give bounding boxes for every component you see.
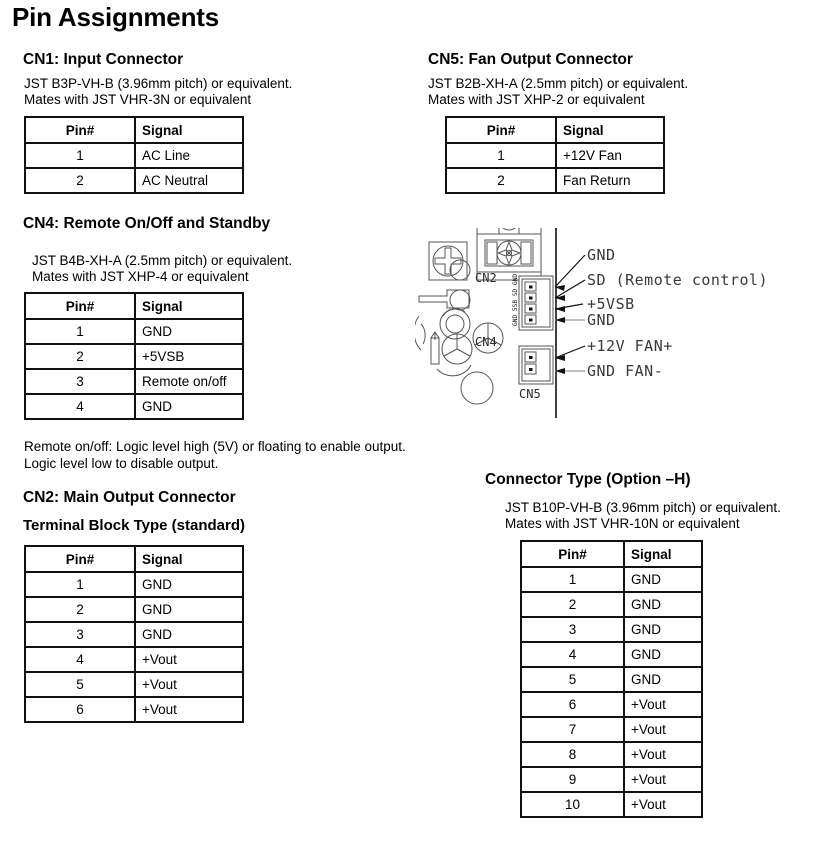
callout-label-3: +5VSB: [587, 295, 635, 313]
diagram-label-cn2: CN2: [475, 271, 497, 285]
cn1-spec-line-2: Mates with JST VHR-3N or equivalent: [24, 92, 252, 107]
cell-pin: 2: [25, 344, 135, 369]
column-header-signal: Signal: [135, 293, 243, 319]
cell-signal: Fan Return: [556, 168, 664, 193]
table-row: [521, 792, 702, 817]
table-row: [521, 592, 702, 617]
page-title: Pin Assignments: [12, 2, 219, 32]
cell-pin: 6: [25, 697, 135, 722]
cell-signal: AC Neutral: [135, 168, 243, 193]
cell-pin: 3: [521, 617, 624, 642]
cell-signal: GND: [135, 572, 243, 597]
table-row: [25, 572, 243, 597]
cell-signal: +12V Fan: [556, 143, 664, 168]
diagram-label-cn4: CN4: [475, 335, 497, 349]
cell-signal: GND: [135, 319, 243, 344]
column-header-pin: Pin#: [25, 117, 135, 143]
callout-label-4: GND: [587, 311, 616, 329]
cell-signal: GND: [624, 667, 702, 692]
connector-location-diagram: [415, 228, 832, 420]
table-row: [521, 567, 702, 592]
pin-table-cn5: [445, 116, 665, 194]
cell-pin: 8: [521, 742, 624, 767]
table-row: [25, 143, 243, 168]
cell-signal: +Vout: [624, 717, 702, 742]
callout-label-6: GND FAN-: [587, 362, 664, 380]
cn4-spec-line-1: JST B4B-XH-A (2.5mm pitch) or equivalent.: [32, 253, 293, 268]
cell-signal: Remote on/off: [135, 369, 243, 394]
cell-pin: 10: [521, 792, 624, 817]
table-row: [521, 692, 702, 717]
table-row: [25, 369, 243, 394]
cell-pin: 5: [25, 672, 135, 697]
column-header-pin: Pin#: [521, 541, 624, 567]
section-heading-cn2: CN2: Main Output Connector: [23, 489, 236, 506]
cell-signal: GND: [624, 592, 702, 617]
cell-pin: 5: [521, 667, 624, 692]
cn4-note: Remote on/off: Logic level high (5V) or floating to enable output. Logic level low to disable output.: [24, 439, 406, 471]
callout-label-1: GND: [587, 246, 616, 264]
table-header-row: [521, 541, 702, 567]
cell-pin: 2: [25, 168, 135, 193]
pin-table-option-h: [520, 540, 703, 818]
table-row: [25, 319, 243, 344]
pin-table-cn2: [24, 545, 244, 723]
callout-label-5: +12V FAN+: [587, 337, 673, 355]
cell-pin: 4: [25, 647, 135, 672]
column-header-signal: Signal: [624, 541, 702, 567]
column-header-pin: Pin#: [25, 293, 135, 319]
diagram-label-cn5: CN5: [519, 387, 541, 401]
cell-pin: 2: [25, 597, 135, 622]
cell-signal: +Vout: [624, 692, 702, 717]
table-header-row: [446, 117, 664, 143]
pin-table-cn4: [24, 292, 244, 420]
diagram-silkscreen-pin-names: GND 5SB SD GND: [512, 273, 519, 326]
cell-signal: +Vout: [624, 767, 702, 792]
table-row: [25, 647, 243, 672]
cell-pin: 4: [521, 642, 624, 667]
section-heading-cn5: CN5: Fan Output Connector: [428, 51, 633, 68]
cn5-spec-line-1: JST B2B-XH-A (2.5mm pitch) or equivalent.: [428, 76, 689, 91]
section-heading-option-h: Connector Type (Option –H): [485, 471, 691, 488]
cell-signal: GND: [135, 394, 243, 419]
table-row: [25, 622, 243, 647]
table-row: [521, 717, 702, 742]
cell-signal: GND: [624, 617, 702, 642]
cn1-spec-line-1: JST B3P-VH-B (3.96mm pitch) or equivalent.: [24, 76, 293, 91]
cell-signal: +Vout: [135, 647, 243, 672]
cell-pin: 7: [521, 717, 624, 742]
table-row: [521, 742, 702, 767]
table-row: [25, 597, 243, 622]
cell-pin: 1: [25, 319, 135, 344]
table-row: [446, 143, 664, 168]
section-heading-cn4: CN4: Remote On/Off and Standby: [23, 215, 271, 232]
table-row: [25, 394, 243, 419]
cell-pin: 9: [521, 767, 624, 792]
table-header-row: [25, 293, 243, 319]
table-row: [521, 642, 702, 667]
column-header-signal: Signal: [556, 117, 664, 143]
column-header-pin: Pin#: [25, 546, 135, 572]
cell-signal: +Vout: [135, 697, 243, 722]
cell-signal: +Vout: [624, 742, 702, 767]
cn5-spec-line-2: Mates with JST XHP-2 or equivalent: [428, 92, 645, 107]
table-row: [25, 168, 243, 193]
cell-pin: 3: [25, 622, 135, 647]
cell-signal: +5VSB: [135, 344, 243, 369]
table-row: [521, 667, 702, 692]
column-header-pin: Pin#: [446, 117, 556, 143]
cell-pin: 1: [25, 572, 135, 597]
cell-signal: GND: [624, 567, 702, 592]
cell-pin: 1: [521, 567, 624, 592]
table-row: [521, 617, 702, 642]
cell-pin: 3: [25, 369, 135, 394]
cell-pin: 4: [25, 394, 135, 419]
table-row: [25, 697, 243, 722]
table-row: [25, 672, 243, 697]
table-header-row: [25, 546, 243, 572]
callout-label-2: SD (Remote control): [587, 271, 769, 289]
cn2-subheading: Terminal Block Type (standard): [23, 517, 245, 534]
cell-pin: 2: [521, 592, 624, 617]
option-h-spec-line-2: Mates with JST VHR-10N or equivalent: [505, 516, 740, 531]
cell-signal: GND: [135, 622, 243, 647]
table-row: [521, 767, 702, 792]
cell-signal: AC Line: [135, 143, 243, 168]
table-row: [25, 344, 243, 369]
cell-signal: +Vout: [135, 672, 243, 697]
cell-signal: GND: [624, 642, 702, 667]
option-h-spec-line-1: JST B10P-VH-B (3.96mm pitch) or equivalent.: [505, 500, 781, 515]
cell-signal: GND: [135, 597, 243, 622]
cell-pin: 2: [446, 168, 556, 193]
table-row: [446, 168, 664, 193]
section-heading-cn1: CN1: Input Connector: [23, 51, 184, 68]
column-header-signal: Signal: [135, 117, 243, 143]
cn4-spec-line-2: Mates with JST XHP-4 or equivalent: [32, 269, 249, 284]
cell-pin: 1: [446, 143, 556, 168]
cell-pin: 6: [521, 692, 624, 717]
cell-pin: 1: [25, 143, 135, 168]
column-header-signal: Signal: [135, 546, 243, 572]
pin-table-cn1: [24, 116, 244, 194]
table-header-row: [25, 117, 243, 143]
cell-signal: +Vout: [624, 792, 702, 817]
